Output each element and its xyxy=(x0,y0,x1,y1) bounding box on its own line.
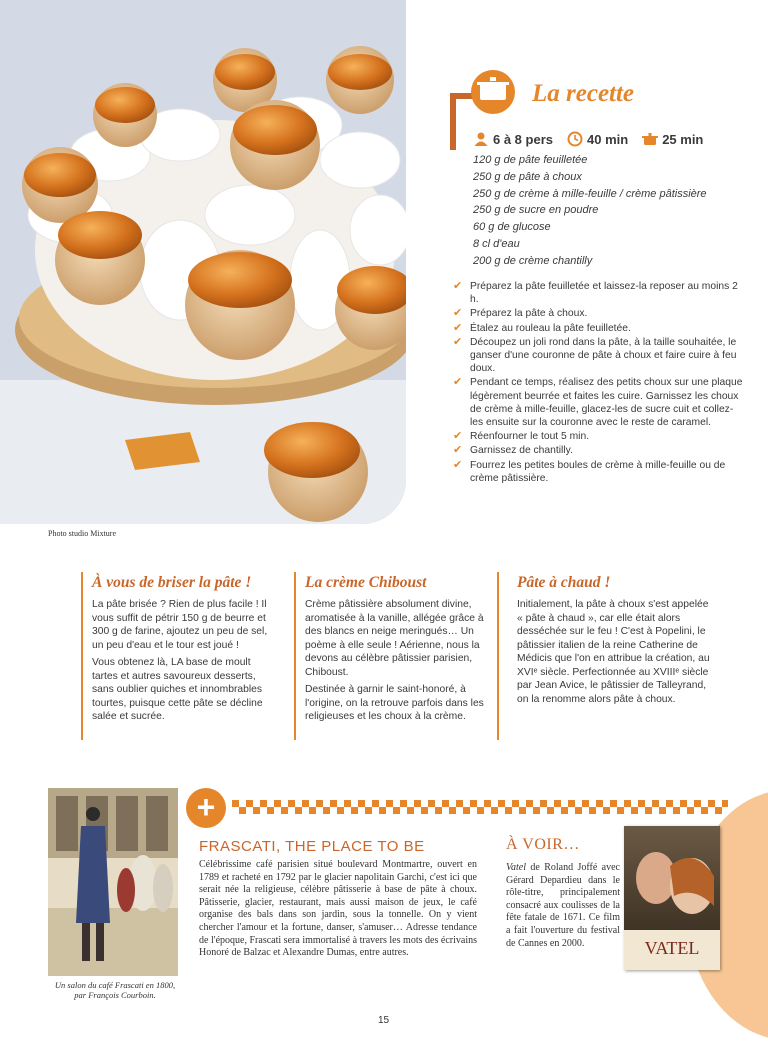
step-item: ✔ Garnissez de chantilly. xyxy=(453,444,573,457)
checkmark-icon: ✔ xyxy=(453,280,463,292)
column-title: À vous de briser la pâte ! xyxy=(92,574,252,591)
checkmark-icon: ✔ xyxy=(453,444,463,457)
column-title: Pâte à chaud ! xyxy=(517,574,611,591)
a-voir-title: À VOIR… xyxy=(506,836,580,853)
step-item: ✔ Préparez la pâte feuilletée et laissez-la reposer au moins 2 h. xyxy=(453,280,738,306)
page-number: 15 xyxy=(378,1015,390,1026)
film-description: de Roland Joffé avec Gérard Depardieu dans le rôle-titre, principalement consacré aux coulisses de la fête fatale de 1671. Ce film a fait l'ouverture du festival de Cannes en 2000. xyxy=(506,862,620,949)
servings: 6 à 8 pers xyxy=(493,131,553,147)
checkmark-icon: ✔ xyxy=(453,307,463,320)
ingredient: 250 g de crème à mille-feuille / crème pâtissière xyxy=(473,187,707,200)
recipe-title: La recette xyxy=(532,80,635,107)
checkmark-icon: ✔ xyxy=(453,335,463,348)
steps-list xyxy=(453,280,743,486)
cook-time: 25 min xyxy=(662,131,704,147)
column-divider xyxy=(497,572,499,740)
frascati-title: FRASCATI, THE PLACE TO BE xyxy=(199,838,425,855)
column-title: La crème Chiboust xyxy=(305,574,427,591)
column-paragraph: Crème pâtissière absolument divine, aromatisée à la vanille, allégée grâce à des blancs en neige meringués… Un poème à elle seule ! Aérienne, nous la devons au célèbre pâtissier parisien, Chiboust. xyxy=(305,599,484,678)
checker-divider xyxy=(232,800,728,814)
prep-time: 40 min xyxy=(587,131,629,147)
column-paragraph: Destinée à garnir le saint-honoré, à l'origine, on la retrouve parfois dans les religieuses et les choux à la crème. xyxy=(305,684,484,722)
step-item: ✔ Préparez la pâte à choux. xyxy=(453,307,588,320)
column-divider xyxy=(81,572,83,740)
clock-icon xyxy=(567,131,583,147)
recipe-meta xyxy=(473,131,703,147)
column-creme-chiboust xyxy=(305,574,485,728)
column-pate-brisee xyxy=(92,574,274,728)
dvd-cover xyxy=(624,826,720,970)
ingredient: 250 g de pâte à choux xyxy=(473,170,582,183)
frascati-text: Célébrissime café parisien situé boulevard Montmartre, ouvert en 1789 et racheté en 1792 par le glacier napolitain Garchi, c'est ici que serait née la religieuse, célèbre pâtisserie à base de pâte à choux. Pâtisserie, glacier, restaurant, mais aussi maison de jeux, le café organise des bals dans son jardin, sous la tonnelle. On y vient chercher l'amour et la fortune, danser, s'amuser… Adresse tendance de l'époque, Frascati sera immortalisé à travers les mots des écrivains Honoré de Balzac et Alexandre Dumas, entre autres. xyxy=(199,859,477,959)
dessert-photo xyxy=(0,0,406,524)
column-paragraph: Vous obtenez là, LA base de moult tartes et autres savoureux desserts, sans oublier quiches et innombrables tourtes, puisque cette pâte se décline salée et sucrée. xyxy=(92,657,263,722)
film-title: Vatel xyxy=(506,862,526,873)
ingredient: 8 cl d'eau xyxy=(473,237,520,250)
step-item: ✔ Étalez au rouleau la pâte feuilletée. xyxy=(453,321,631,334)
ingredient: 200 g de crème chantilly xyxy=(473,254,593,267)
step-item: ✔ Réenfourner le tout 5 min. xyxy=(453,430,590,443)
checkmark-icon: ✔ xyxy=(453,458,463,471)
plus-icon: + xyxy=(186,788,226,828)
ingredient: 250 g de sucre en poudre xyxy=(473,204,599,217)
checkmark-icon: ✔ xyxy=(453,376,463,389)
checkmark-icon: ✔ xyxy=(453,321,463,334)
column-divider xyxy=(294,572,296,740)
saint-honore-illustration xyxy=(0,0,406,524)
photo-credit: Photo studio Mixture xyxy=(48,529,117,538)
checkmark-icon: ✔ xyxy=(453,430,463,443)
step-item: ✔ Pendant ce temps, réalisez des petits choux sur une plaque légèrement beurrée et faites les cuire. Garnissez les choux de crème à mille-feuille, glacez-les de sucre cuit et collez-les ensuite sur la couronne avec le reste de caramel. xyxy=(453,376,743,429)
step-item: ✔ Découpez un joli rond dans la pâte, à la taille souhaitée, le ganser d'une couronne de pâte à choux et faire cuire à feu doux. xyxy=(453,335,737,375)
frascati-illustration xyxy=(48,788,178,976)
ingredient: 60 g de glucose xyxy=(473,221,551,234)
ingredient: 120 g de pâte feuilletée xyxy=(473,154,588,166)
person-icon xyxy=(473,131,489,147)
ingredients-list xyxy=(473,152,707,270)
a-voir-text xyxy=(506,862,620,950)
step-item: ✔ Fourrez les petites boules de crème à mille-feuille ou de crème pâtissière. xyxy=(453,458,726,484)
illustration-caption: Un salon du café Frascati en 1800, par François Courboin. xyxy=(54,980,176,1000)
pot-icon xyxy=(642,131,658,147)
dvd-title: VATEL xyxy=(644,938,700,958)
column-paragraph: La pâte brisée ? Rien de plus facile ! Il vous suffit de pétrir 150 g de beurre et 300 g de farine, ajoutez un peu de sel, un peu d'eau et le tour est joué ! xyxy=(92,599,268,651)
column-paragraph: Initialement, la pâte à choux s'est appelée « pâte à chaud », car elle était alors desséchée sur le feu ! C'est à Popelini, le pâtissier italien de la reine Catherine de Médicis que l'on en attribue la création, au XVIᵉ siècle. Perfectionnée au XVIIIᵉ siècle par Jean Avice, le pâtissier de Talleyrand, on la renomme alors pâte à choux. xyxy=(517,599,710,705)
column-pate-a-chaud xyxy=(517,574,712,710)
